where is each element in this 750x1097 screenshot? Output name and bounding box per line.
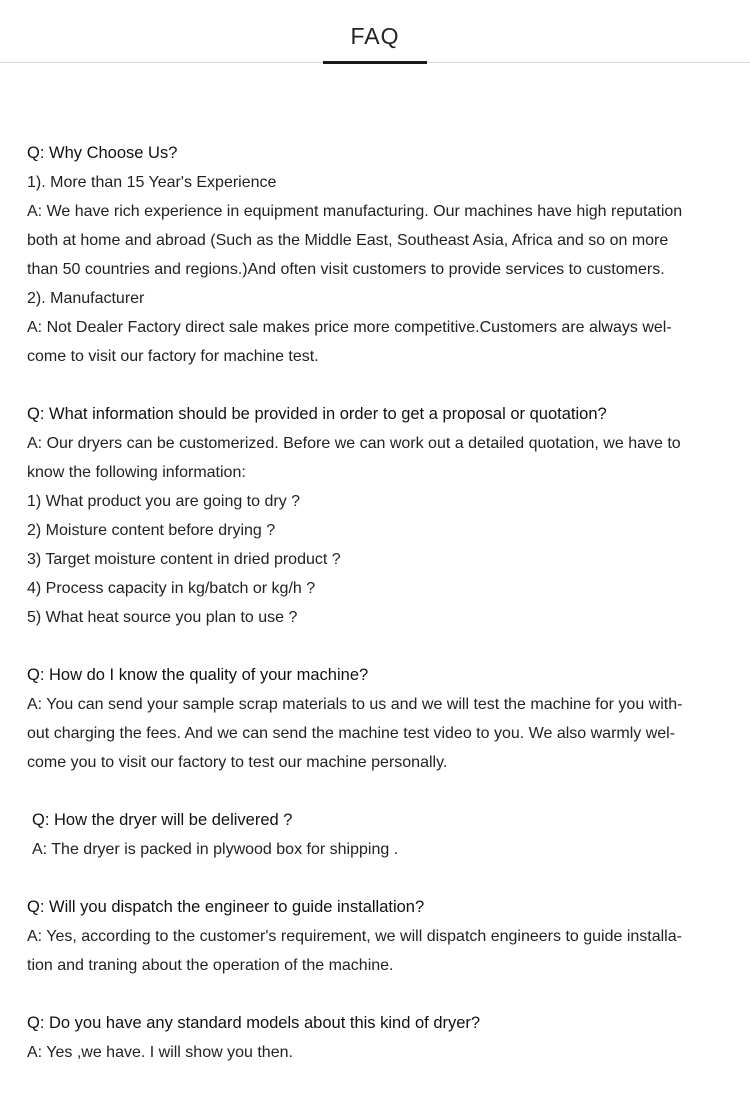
faq-answer-line: A: Yes, according to the customer's requirement, we will dispatch engineers to guide installa-	[27, 928, 682, 945]
faq-item-delivery	[32, 806, 737, 864]
faq-answer-line: 2). Manufacturer	[27, 290, 145, 307]
faq-answer-line: out charging the fees. And we can send the machine test video to you. We also warmly wel-	[27, 725, 676, 742]
faq-answer-line: A: Not Dealer Factory direct sale makes price more competitive.Customers are always wel-	[27, 319, 672, 336]
faq-answer-line: 1) What product you are going to dry ?	[27, 493, 301, 510]
faq-answer-line: A: Yes ,we have. I will show you then.	[27, 1044, 293, 1061]
faq-answer-line: tion and traning about the operation of the machine.	[27, 957, 394, 974]
faq-question: Q: What information should be provided in order to get a proposal or quotation?	[27, 405, 607, 423]
faq-answer-line: A: Our dryers can be customerized. Before we can work out a detailed quotation, we have to	[27, 435, 681, 452]
faq-answer-line: 3) Target moisture content in dried product ?	[27, 551, 341, 568]
faq-answer-line: both at home and abroad (Such as the Middle East, Southeast Asia, Africa and so on more	[27, 232, 669, 249]
faq-question: Q: How do I know the quality of your machine?	[27, 666, 369, 684]
faq-item-installation	[27, 893, 732, 980]
faq-answer-line: 5) What heat source you plan to use ?	[27, 609, 298, 626]
faq-question: Q: Why Choose Us?	[27, 144, 178, 162]
faq-answer-line: come you to visit our factory to test our machine personally.	[27, 754, 448, 771]
faq-question: Q: How the dryer will be delivered ?	[32, 811, 293, 829]
faq-question: Q: Will you dispatch the engineer to guide installation?	[27, 898, 425, 916]
faq-answer-line: A: You can send your sample scrap materials to us and we will test the machine for you with-	[27, 696, 683, 713]
page-header	[0, 0, 750, 64]
page-title: FAQ	[350, 23, 400, 49]
faq-answer-line: 2) Moisture content before drying ?	[27, 522, 276, 539]
title-underline	[323, 61, 427, 64]
faq-answer-line: know the following information:	[27, 464, 246, 481]
faq-answer-line: than 50 countries and regions.)And often visit customers to provide services to customers.	[27, 261, 665, 278]
faq-answer-line: A: We have rich experience in equipment manufacturing. Our machines have high reputation	[27, 203, 683, 220]
faq-item-proposal-info	[27, 400, 732, 632]
faq-item-standard-models	[27, 1009, 732, 1067]
faq-item-machine-quality	[27, 661, 732, 777]
faq-answer-line: 4) Process capacity in kg/batch or kg/h ?	[27, 580, 316, 597]
faq-item-why-choose-us	[27, 139, 732, 371]
faq-answer-line: 1). More than 15 Year's Experience	[27, 174, 277, 191]
faq-question: Q: Do you have any standard models about this kind of dryer?	[27, 1014, 481, 1032]
faq-answer-line: come to visit our factory for machine test.	[27, 348, 319, 365]
faq-answer-line: A: The dryer is packed in plywood box for shipping .	[32, 841, 399, 858]
